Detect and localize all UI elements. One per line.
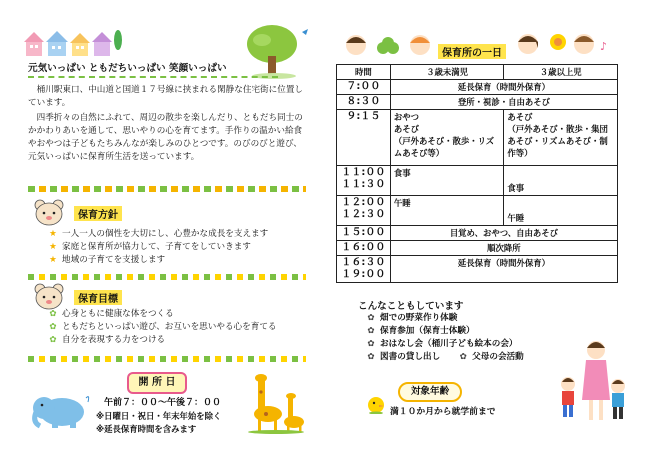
children-faces-illustration — [514, 26, 610, 58]
activity-item: ✿ おはなし会（桶川子ども絵本の会） — [367, 339, 518, 349]
policy-title: 保育方針 — [74, 206, 122, 221]
clover-icon: ✿ — [49, 309, 57, 319]
houses-illustration — [22, 28, 122, 58]
time-cell: ７:００ — [337, 80, 391, 95]
star-icon: ★ — [49, 242, 57, 252]
time-cell: １１:００ １１:３０ — [337, 166, 391, 196]
policy-item: ★ 家庭と保育所が協力して、子育てをしていきます — [49, 242, 251, 252]
table-header: ３歳以上児 — [504, 65, 618, 80]
hours-title: 開 所 日 — [127, 372, 187, 394]
flower-icon: ✿ — [367, 326, 375, 336]
svg-text:♪: ♪ — [600, 40, 608, 53]
divider — [28, 274, 306, 280]
table-row — [337, 80, 618, 95]
activity-cell-over3: 午睡 — [504, 196, 618, 226]
time-cell: １２:００ １２:３０ — [337, 196, 391, 226]
clover-icon: ✿ — [49, 335, 57, 345]
time-cell: １６:００ — [337, 241, 391, 256]
elephant-illustration — [30, 390, 90, 430]
table-row — [337, 166, 618, 196]
activity-cell: 延長保育（時間外保育） — [390, 80, 617, 95]
table-header-row — [337, 65, 618, 80]
chick-illustration — [366, 394, 386, 414]
activity-cell: 延長保育（時間外保育） — [390, 256, 617, 283]
table-header: ３歳未満児 — [390, 65, 504, 80]
table-header: 時間 — [337, 65, 391, 80]
bear-icon — [32, 198, 66, 226]
activity-item: ✿ 図書の貸し出し ✿ 父母の会活動 — [367, 352, 524, 362]
flower-icon: ✿ — [367, 339, 375, 349]
bear-icon — [32, 282, 66, 310]
hours-note: ※延長保育時間を含みます — [96, 424, 197, 434]
flower-icon: ✿ — [459, 352, 467, 362]
intro-paragraph-2: 四季折々の自然にふれて、周辺の散歩を楽しんだり、ともだち同士のかかわりあいを通して、思いやりの心を育てます。手作りの温かい給食やおやつは子どもたちみんなが楽しみのひとつです。のびのびと遊び、元気いっぱいに保育所生活を送っています。 — [28, 113, 303, 162]
children-faces-illustration — [342, 30, 438, 58]
flower-icon: ✿ — [367, 352, 375, 362]
headline: 元気いっぱい ともだちいっぱい 笑顔いっぱい — [28, 60, 278, 78]
divider — [28, 186, 306, 192]
family-illustration — [556, 336, 628, 428]
activity-cell: 目覚め、おやつ、自由あそび — [390, 226, 617, 241]
goals-list — [48, 308, 310, 347]
table-row — [337, 256, 618, 283]
activity-cell: 順次降所 — [390, 241, 617, 256]
activities-list — [366, 312, 566, 364]
flower-icon: ✿ — [367, 313, 375, 323]
divider — [28, 356, 306, 362]
star-icon: ★ — [49, 229, 57, 239]
time-cell: ９:１５ — [337, 110, 391, 166]
schedule-table — [336, 64, 618, 283]
time-cell: １５:００ — [337, 226, 391, 241]
activity-cell-under3: 午睡 — [390, 196, 504, 226]
goals-item: ✿ 心身ともに健康な体をつくる — [49, 309, 174, 319]
intro-paragraph-1: 桶川駅東口、中山道と国道１７号線に挟まれる閑静な住宅街に位置しています。 — [28, 85, 304, 108]
activity-cell: 登所・視診・自由あそび — [390, 95, 617, 110]
activity-item: ✿ 保育参加（保育士体験） — [367, 326, 475, 336]
hours-time: 午前７：００～午後７：００ — [104, 398, 222, 408]
age-title: 対象年齢 — [398, 382, 462, 402]
age-text: 満１０か月から就学前まで — [390, 407, 496, 417]
table-row — [337, 226, 618, 241]
goals-item: ✿ 自分を表現する力をつける — [49, 335, 166, 345]
table-row — [337, 196, 618, 226]
clover-icon: ✿ — [49, 322, 57, 332]
star-icon: ★ — [49, 255, 57, 265]
table-row — [337, 95, 618, 110]
activity-cell-over3: あそび （戸外あそび・散歩・集団あそび・リズムあそび・制作等） — [504, 110, 618, 166]
goals-title: 保育目標 — [74, 290, 122, 305]
table-row — [337, 110, 618, 166]
activity-cell-under3: おやつ あそび （戸外あそび・散歩・リズムあそび等） — [390, 110, 504, 166]
policy-list — [48, 228, 308, 267]
hours-closed: ※日曜日・祝日・年末年始を除く — [96, 411, 222, 421]
giraffe-illustration — [246, 372, 308, 434]
activity-cell-over3: 食事 — [504, 166, 618, 196]
policy-item: ★ 地域の子育てを支援します — [49, 255, 166, 265]
schedule-title: 保育所の一日 — [438, 44, 506, 59]
activities-title: こんなこともしています — [358, 301, 464, 312]
time-cell: １６:３０ １９:００ — [337, 256, 391, 283]
goals-item: ✿ ともだちといっぱい遊び、お互いを思いやる心を育てる — [49, 322, 277, 332]
table-row — [337, 241, 618, 256]
time-cell: ８:３０ — [337, 95, 391, 110]
activity-cell-under3: 食事 — [390, 166, 504, 196]
policy-item: ★ 一人一人の個性を大切にし、心豊かな成長を支えます — [49, 229, 269, 239]
activity-item: ✿ 畑での野菜作り体験 — [367, 313, 458, 323]
